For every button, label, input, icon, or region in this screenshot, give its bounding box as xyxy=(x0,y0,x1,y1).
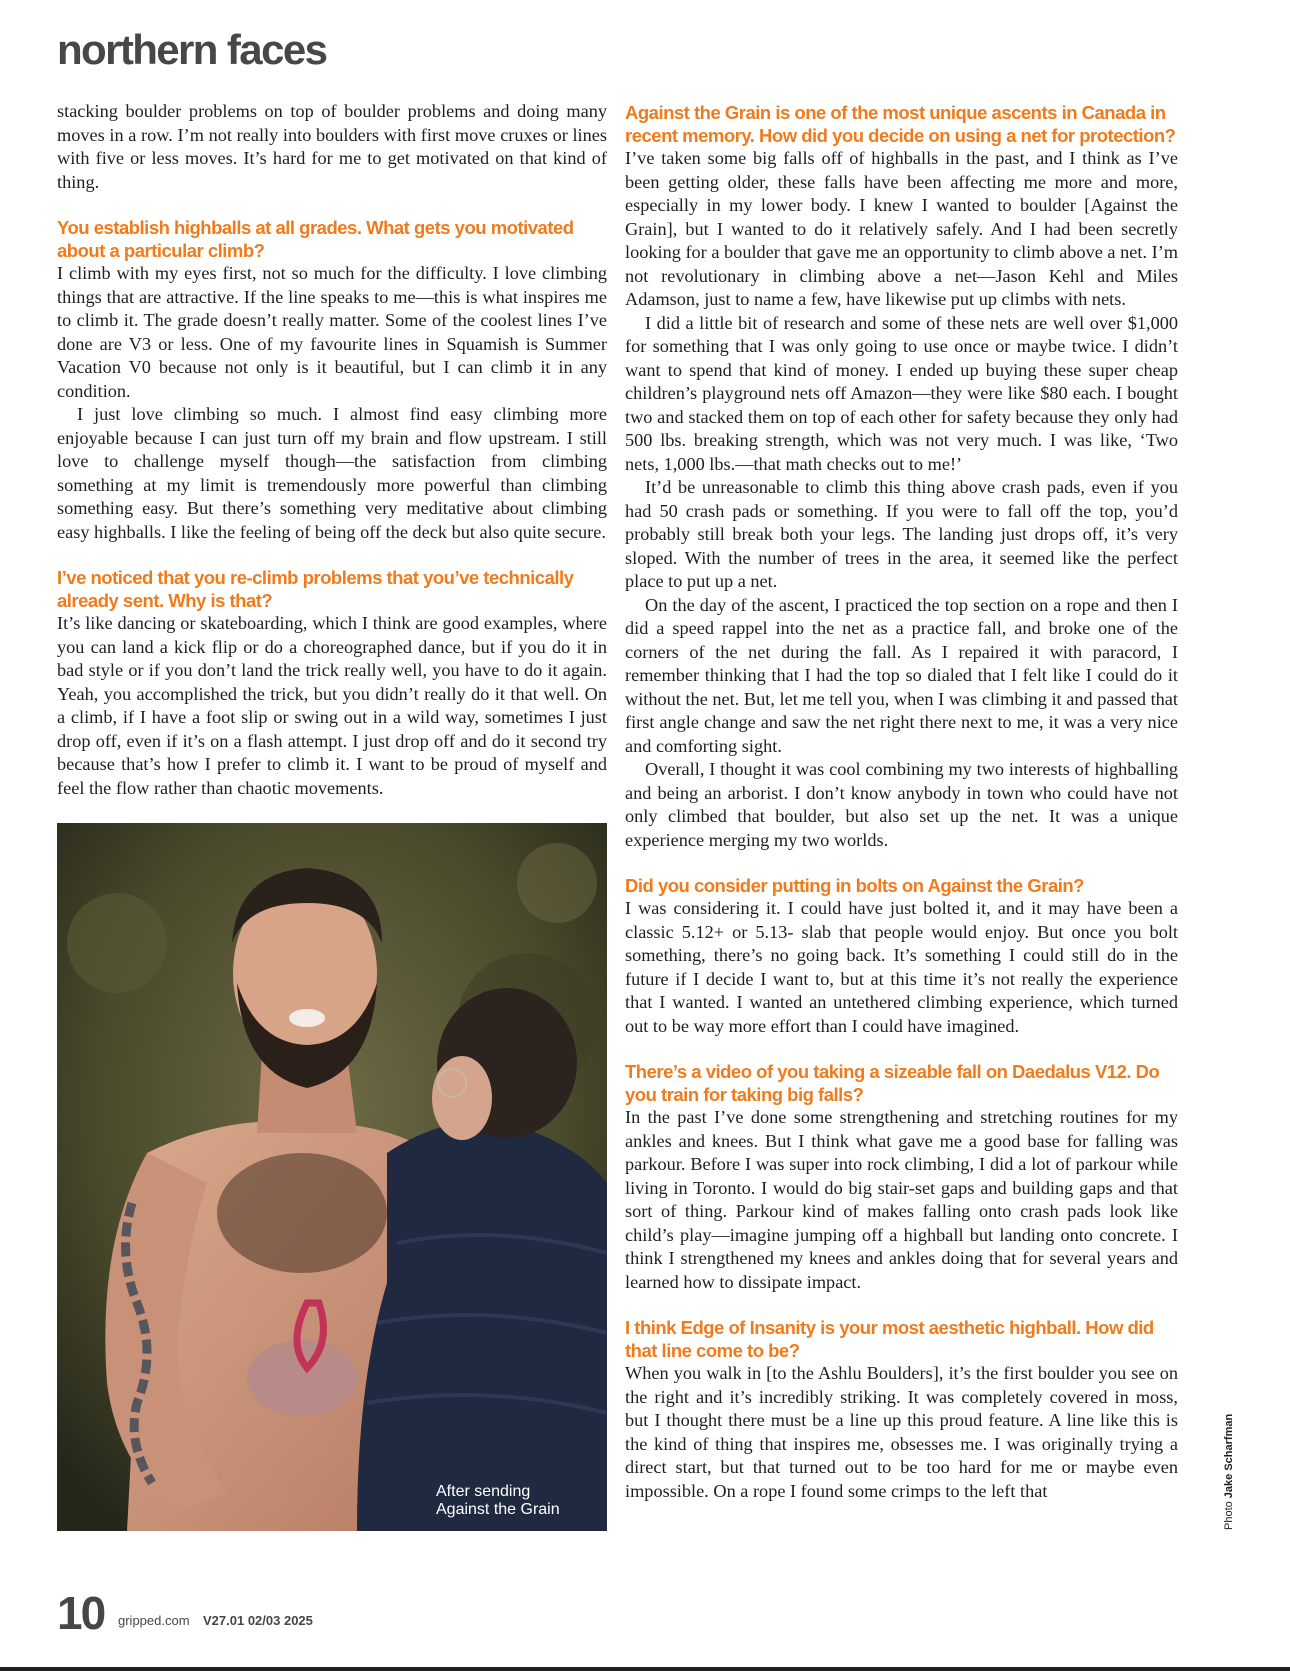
answer-paragraph: In the past I’ve done some strengthening and stretching routines for my ankles and knees. But I think what gave me a good base for falling was parkour. Before I was super into rock climbing, I did a lot of parkour while living in Toronto. I would do big stair-set gaps and building gaps and that sort of thing. Parkour kind of makes falling onto crash pads look like child’s play—imagine jumping off a highball but landing onto concrete. I think I strengthened my knees and ankles doing that for several years and learned how to dissipate impact. xyxy=(625,1107,1178,1292)
question-motivation: You establish highballs at all grades. What gets you motivated about a particular climb? xyxy=(57,217,574,261)
photo-caption: After sending Against the Grain xyxy=(436,1483,560,1518)
question-bolts: Did you consider putting in bolts on Against the Grain? xyxy=(625,875,1084,896)
answer-paragraph: It’d be unreasonable to climb this thing above crash pads, even if you had 50 crash pads or something. If you were to fall off the top, you’d probably still break both your legs. The landing just drops off, it’s very sloped. With the number of trees in the area, it seemed like the perfect place to put up a net. xyxy=(625,477,1178,591)
answer-paragraph: I’ve taken some big falls off of highballs in the past, and I think as I’ve been getting older, these falls have been affecting me more and more, especially in my lower body. I knew I wanted to boulder [Against the Grain], but I wanted to do it relatively safely. And I had been secretly looking for a boulder that gave me an opportunity to climb above a net. I’m not revolutionary in climbing above a net—Jason Kehl and Miles Adamson, just to name a few, have likewise put up climbs with nets. xyxy=(625,148,1178,309)
climber-photo xyxy=(57,823,607,1531)
question-falls: There’s a video of you taking a sizeable fall on Daedalus V12. Do you train for taking big falls? xyxy=(625,1061,1160,1105)
page-number: 10 xyxy=(57,1587,105,1639)
left-column xyxy=(57,100,607,800)
answer-paragraph: Overall, I thought it was cool combining my two interests of highballing and being an arborist. I don’t know anybody in town who could have not only climbed that boulder, but also set up the net. It was a unique experience merging my two worlds. xyxy=(625,759,1178,850)
answer-paragraph: When you walk in [to the Ashlu Boulders], it’s the first boulder you see on the right and it’s incredibly striking. It was completely covered in moss, but I thought there must be a line up this proud feature. A line like this is the kind of thing that inspires me, obsesses me. I was originally trying a direct start, but that turned out to be too hard for me or maybe even impossible. On a rope I found some crimps to the left that xyxy=(625,1363,1178,1501)
answer-paragraph: I did a little bit of research and some of these nets are well over $1,000 for something that I was only going to use once or maybe twice. I didn’t want to spend that kind of money. I ended up buying these super cheap children’s playground nets off Amazon—they were like $80 each. I bought two and stacked them on top of each other for safety because they only had 500 lbs. breaking strength, which was not very much. I was like, ‘Two nets, 1,000 lbs.—that math checks out to me!’ xyxy=(625,312,1178,474)
answer-paragraph: It’s like dancing or skateboarding, which I think are good examples, where you can land a kick flip or do a choreographed dance, but if you do it in bad style or if you don’t land the trick really well, you have to do it again. Yeah, you accomplished the trick, but you didn’t really do it that well. On a climb, if I have a foot slip or swing out in a wild way, sometimes I just drop off, even if it’s on a flash attempt. I just drop off and do it second try because that’s how I prefer to climb it. I want to be proud of myself and feel the flow rather than chaotic movements. xyxy=(57,613,607,798)
answer-paragraph: I was considering it. I could have just bolted it, and it may have been a classic 5.12+ or 5.13- slab that people would enjoy. But once you bolt something, there’s no going back. It’s something I could still do in the future if I decide I want to, but at this time it’s not really the experience that I wanted. I wanted an untethered climbing experience, which turned out to be way more effort than I could have imagined. xyxy=(625,898,1178,1036)
bottom-rule xyxy=(0,1667,1290,1671)
question-net: Against the Grain is one of the most unique ascents in Canada in recent memory. How did you decide on using a net for protection? xyxy=(625,102,1176,146)
answer-paragraph: On the day of the ascent, I practiced the top section on a rope and then I did a speed rappel into the net as a practice fall, and broke one of the corners of the net during the fall. As I repaired it with paracord, I remember thinking that I had the top so dialed that I felt like I could do it without the net. But, let me tell you, when I was climbing it and passed that first angle change and saw the net right there next to me, it was a very nice and comforting sight. xyxy=(625,594,1178,756)
intro-paragraph: stacking boulder problems on top of boulder problems and doing many moves in a row. I’m not really into boulders with first move cruxes or lines with five or less moves. It’s hard for me to get motivated on that kind of thing. xyxy=(57,101,607,192)
right-column xyxy=(625,101,1178,1503)
footer-site-link[interactable]: gripped.com xyxy=(118,1613,190,1628)
question-edge-of-insanity: I think Edge of Insanity is your most aesthetic highball. How did that line come to be? xyxy=(625,1317,1154,1361)
section-title: northern faces xyxy=(57,26,327,73)
climber-photo-illustration xyxy=(57,823,607,1531)
question-reclimb: I’ve noticed that you re-climb problems that you’ve technically already sent. Why is that? xyxy=(57,567,574,611)
photo-credit: Photo Jake Scharfman xyxy=(1223,1413,1235,1530)
footer-issue: V27.01 02/03 2025 xyxy=(203,1613,313,1628)
answer-paragraph: I climb with my eyes first, not so much for the difficulty. I love climbing things that are attractive. If the line speaks to me—this is what inspires me to climb it. The grade doesn’t really matter. Some of the coolest lines I’ve done are V3 or less. One of my favourite lines in Squamish is Summer Vacation V0 because not only is it beautiful, but I can climb it in any condition. xyxy=(57,263,607,401)
answer-paragraph: I just love climbing so much. I almost find easy climbing more enjoyable because I can just turn off my brain and flow upstream. I still love to challenge myself though—the satisfaction from climbing something at my limit is tremendously more powerful than climbing something easy. But there’s something very meditative about climbing easy highballs. I like the feeling of being off the deck but also quite secure. xyxy=(57,404,607,542)
